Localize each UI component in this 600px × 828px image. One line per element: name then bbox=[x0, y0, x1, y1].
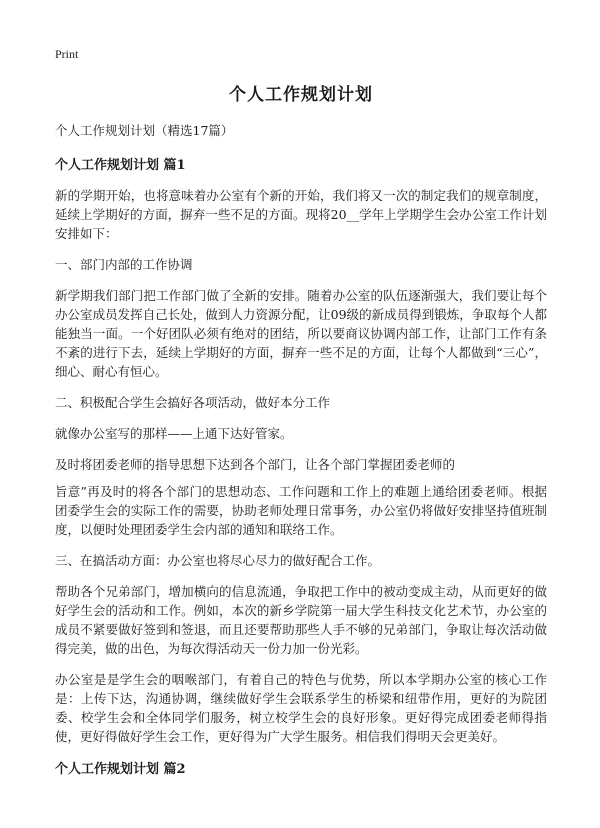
paragraph-motto: 就像办公室写的那样——上通下达好管家。 bbox=[55, 426, 293, 441]
paragraph-activities: 帮助各个兄弟部门，增加横向的信息流通，争取把工作中的被动变成主动，从而更好的做好学生会的活动和工作。例如，本次的新乡学院第一届大学生科技文化艺术节，办公室的成员不紧要做好签到和签退，而且还要帮助那些人手不够的兄弟部门，争取让每次活动做得完美，做的出色，为每次得活动天一份力加一份光彩。 bbox=[55, 584, 547, 656]
document-page bbox=[55, 80, 547, 790]
document-title: 个人工作规划计划 bbox=[229, 85, 373, 105]
paragraph-heading-2: 二、积极配合学生会搞好各项活动，做好本分工作 bbox=[55, 395, 331, 410]
paragraph-coordination: 新学期我们部门把工作部门做了全新的安排。随着办公室的队伍逐渐强大，我们要让每个办公室成员发挥自己长处，做到人力资源分配，让09级的新成员得到锻炼，争取每个人都能独当一面。一个好团队必须有绝对的团结，所以要商议协调内部工作，让部门工作有条不紊的进行下去，延续上学期好的方面，摒弃一些不足的方面，让每个人都做到“三心”，细心、耐心有恒心。 bbox=[55, 288, 547, 379]
paragraph-heading-3: 三、在搞活动方面：办公室也将尽心尽力的做好配合工作。 bbox=[55, 553, 381, 568]
paragraph-instructions: 及时将团委老师的指导思想下达到各个部门，让各个部门掌握团委老师的 bbox=[55, 457, 456, 472]
paragraph-intent: 旨意”再及时的将各个部门的思想动态、工作问题和工作上的难题上通给团委老师。根据团委学生会的实际工作的需要，协助老师处理日常事务，办公室仍将做好安排坚持值班制度，以便时处理团委学生会内部的通知和联络工作。 bbox=[55, 484, 547, 537]
print-link[interactable]: Print bbox=[55, 47, 79, 61]
paragraph-heading-1: 一、部门内部的工作协调 bbox=[55, 257, 193, 272]
paragraph-intro: 新的学期开始，也将意味着办公室有个新的开始，我们将又一次的制定我们的规章制度，延续上学期好的方面，摒弃一些不足的方面。现将20__学年上学期学生会办公室工作计划安排如下： bbox=[55, 188, 547, 241]
section-heading-2: 个人工作规划计划 篇2 bbox=[55, 762, 186, 777]
paragraph-core-work: 办公室是是学生会的咽喉部门，有着自己的特色与优势，所以本学期办公室的核心工作是：上传下达，沟通协调，继续做好学生会联系学生的桥梁和纽带作用，更好的为院团委、校学生会和全体同学们服务，树立校学生会的良好形象。更好得完成团委老师得指使，更好得做好学生会工作，更好得为广大学生服务。相信我们得明天会更美好。 bbox=[55, 672, 547, 744]
document-subtitle: 个人工作规划计划（精选17篇） bbox=[55, 123, 234, 138]
section-heading-1: 个人工作规划计划 篇1 bbox=[55, 158, 186, 173]
